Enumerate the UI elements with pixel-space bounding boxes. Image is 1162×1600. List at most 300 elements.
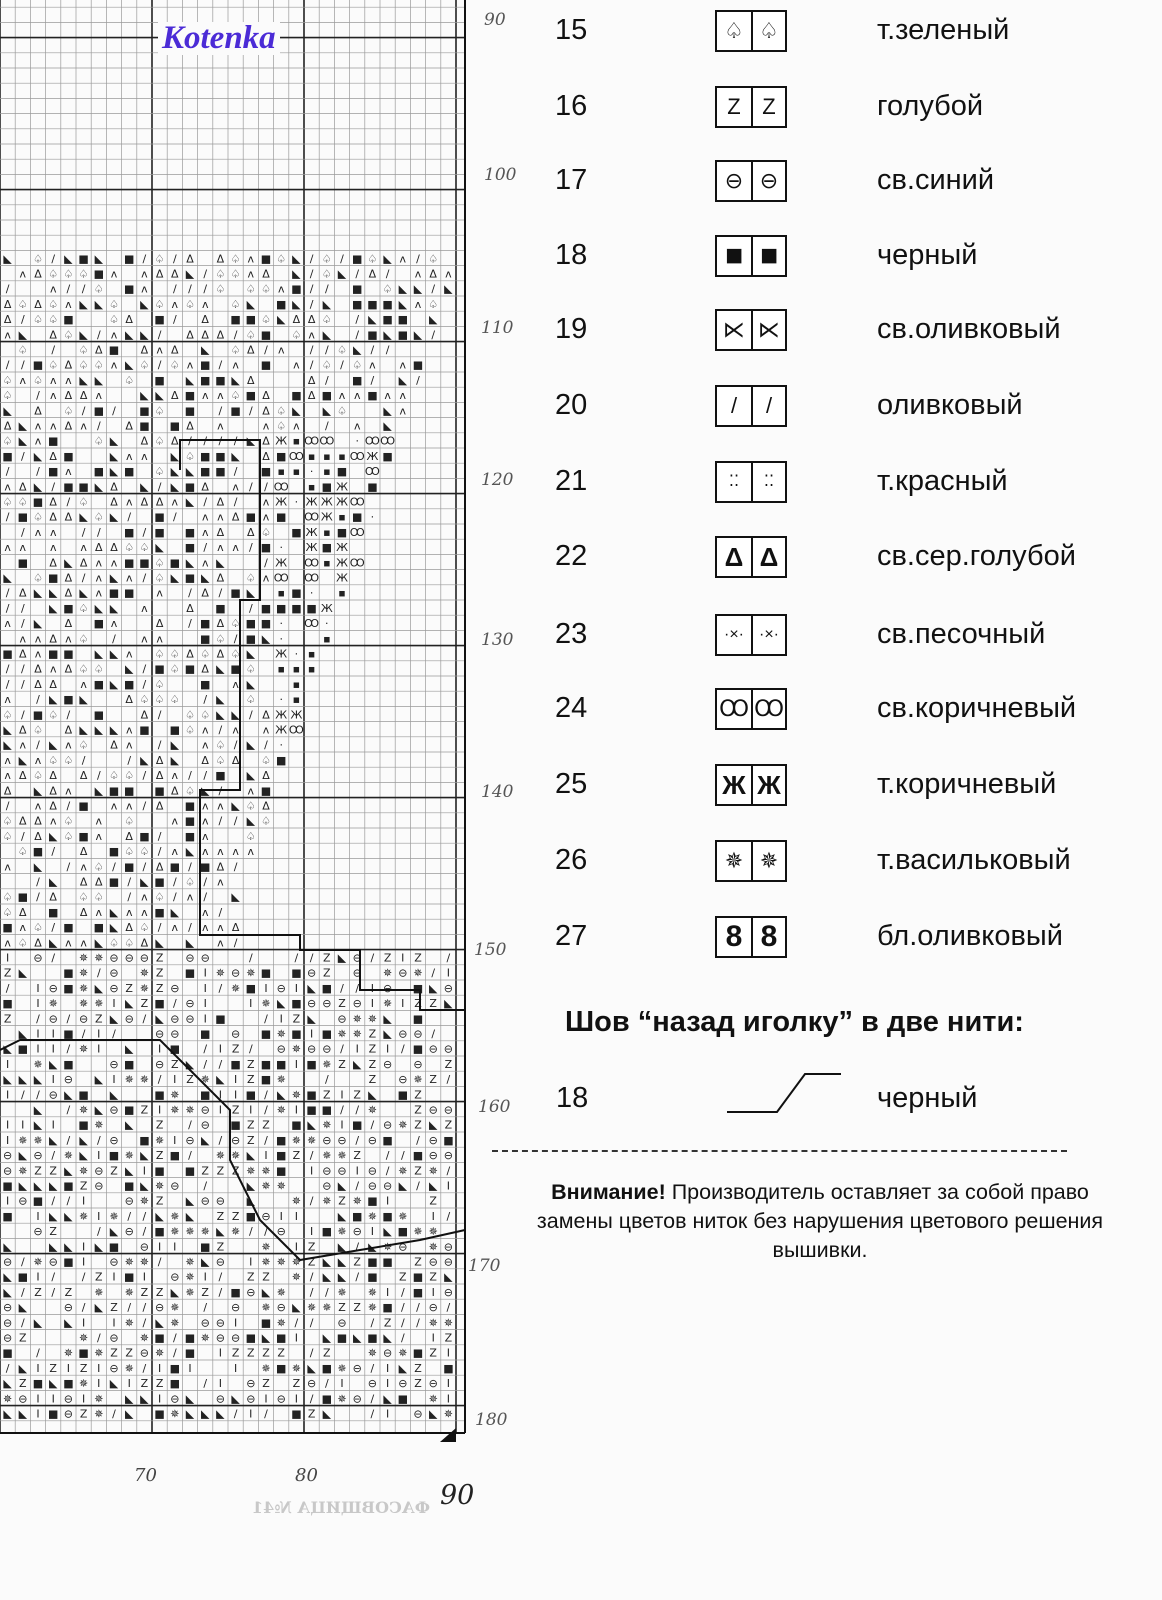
svg-text:I: I: [446, 1179, 451, 1193]
svg-text:Ꝏ: Ꝏ: [304, 571, 320, 585]
svg-text:◣: ◣: [383, 328, 392, 342]
svg-text:/: /: [142, 252, 147, 266]
svg-text:/: /: [218, 723, 223, 737]
svg-text:⊖: ⊖: [428, 1377, 438, 1391]
svg-text:I: I: [51, 1027, 55, 1041]
svg-text:Δ: Δ: [19, 480, 27, 494]
svg-text:Z: Z: [95, 1012, 103, 1026]
legend-symbol-icon: [715, 614, 787, 656]
row-number-label: 90: [484, 10, 506, 30]
svg-text:/: /: [203, 769, 208, 783]
svg-text:◣: ◣: [48, 1377, 58, 1391]
svg-text:◣: ◣: [18, 966, 28, 980]
svg-text:■: ■: [245, 313, 257, 327]
svg-text:◣: ◣: [368, 1088, 377, 1102]
svg-text:/: /: [112, 632, 116, 646]
svg-text:Δ: Δ: [262, 449, 270, 463]
svg-text:/: /: [400, 1042, 405, 1056]
svg-text:I: I: [5, 1194, 10, 1208]
svg-text:◣: ◣: [337, 1179, 347, 1193]
legend-symbol-icon: [715, 461, 787, 503]
svg-text:Δ: Δ: [64, 723, 73, 737]
svg-text:⊖: ⊖: [63, 1073, 74, 1087]
svg-text:■: ■: [154, 662, 165, 676]
svg-text:♤: ♤: [2, 890, 13, 904]
svg-text:■: ■: [199, 358, 211, 372]
svg-text:■: ■: [291, 525, 302, 539]
svg-text:■: ■: [93, 404, 105, 418]
svg-text:◣: ◣: [246, 769, 256, 783]
svg-text:⊖: ⊖: [428, 1103, 438, 1117]
svg-text:/: /: [81, 525, 86, 539]
svg-text:■: ■: [291, 1027, 302, 1041]
svg-text:Z: Z: [19, 1331, 27, 1345]
svg-text:⊖: ⊖: [398, 1377, 408, 1391]
svg-text:I: I: [309, 1164, 314, 1178]
svg-text:✵: ✵: [261, 1361, 271, 1375]
svg-text:/: /: [218, 404, 223, 418]
svg-text:■: ■: [154, 997, 165, 1011]
svg-text:■: ■: [123, 465, 135, 479]
svg-text:/: /: [233, 860, 238, 874]
svg-text:ᴧ: ᴧ: [19, 267, 27, 281]
svg-text:ᴧ: ᴧ: [262, 495, 270, 509]
legend-number: 23: [555, 618, 588, 650]
svg-text:·: ·: [325, 617, 329, 631]
svg-text:I: I: [203, 997, 207, 1011]
svg-text:Δ: Δ: [125, 829, 133, 843]
svg-text:◣: ◣: [33, 480, 43, 494]
svg-text:■: ■: [169, 1361, 181, 1375]
svg-text:■: ■: [351, 373, 363, 387]
svg-text:Ж: Ж: [336, 541, 348, 555]
svg-text:Δ: Δ: [49, 890, 57, 904]
svg-text:I: I: [264, 981, 268, 995]
svg-text:■: ■: [93, 267, 105, 281]
svg-text:✵: ✵: [322, 1194, 332, 1208]
symbol-cell: ⋉: [751, 311, 785, 349]
svg-text:Z: Z: [19, 1377, 27, 1391]
svg-text:⊖: ⊖: [337, 1012, 347, 1026]
svg-text:♤: ♤: [185, 449, 195, 463]
svg-text:Z: Z: [444, 1057, 453, 1071]
svg-text:◣: ◣: [322, 1331, 332, 1345]
svg-text:/: /: [96, 1225, 101, 1239]
svg-text:Δ: Δ: [34, 267, 42, 281]
svg-text:/: /: [218, 905, 223, 919]
svg-text:■: ■: [260, 601, 272, 615]
svg-text:◣: ◣: [33, 784, 43, 798]
svg-text:/: /: [188, 1149, 192, 1163]
svg-text:ᴧ: ᴧ: [353, 389, 361, 403]
svg-text:ᴧ: ᴧ: [125, 647, 133, 661]
svg-text:/: /: [309, 252, 314, 266]
svg-text:/: /: [142, 662, 147, 676]
svg-text:Ꝏ: Ꝏ: [364, 465, 380, 479]
svg-text:✵: ✵: [246, 1164, 256, 1178]
svg-text:■: ■: [351, 282, 363, 296]
svg-text:◣: ◣: [64, 1209, 73, 1223]
svg-text:I: I: [112, 1073, 116, 1087]
pattern-grid: [0, 0, 475, 1460]
svg-text:Z: Z: [155, 1377, 164, 1391]
svg-text:◣: ◣: [337, 951, 347, 965]
svg-text:■: ■: [47, 905, 59, 919]
svg-text:✵: ✵: [78, 1103, 89, 1117]
svg-text:▪: ▪: [292, 662, 301, 676]
svg-text:■: ■: [17, 510, 29, 524]
svg-text:♤: ♤: [215, 753, 226, 767]
svg-text:◣: ◣: [109, 1225, 119, 1239]
svg-text:■: ■: [275, 297, 287, 311]
svg-text:■: ■: [93, 921, 105, 935]
svg-text:■: ■: [245, 632, 257, 646]
svg-text:♤: ♤: [200, 708, 211, 722]
svg-text:■: ■: [412, 1270, 424, 1284]
svg-text:Δ: Δ: [262, 708, 270, 722]
svg-text:■: ■: [154, 1225, 165, 1239]
svg-text:■: ■: [412, 1149, 424, 1163]
svg-text:ᴧ: ᴧ: [414, 297, 422, 311]
svg-text:Δ: Δ: [64, 419, 73, 433]
svg-text:♤: ♤: [428, 252, 439, 266]
svg-text:■: ■: [306, 601, 317, 615]
legend-color-name: св.сер.голубой: [877, 540, 1076, 572]
svg-text:⊖: ⊖: [382, 1057, 393, 1071]
divider: [492, 1150, 1067, 1152]
svg-text:■: ■: [32, 495, 44, 509]
svg-text:◣: ◣: [124, 997, 134, 1011]
svg-text:⊖: ⊖: [230, 1331, 241, 1345]
svg-text:■: ■: [397, 313, 409, 327]
svg-text:/: /: [157, 328, 162, 342]
svg-text:Z: Z: [216, 1240, 225, 1254]
svg-text:I: I: [51, 1118, 55, 1132]
svg-text:■: ■: [63, 1255, 74, 1269]
svg-text:♤: ♤: [93, 890, 104, 904]
svg-text:I: I: [446, 966, 451, 980]
svg-text:⊖: ⊖: [276, 1225, 286, 1239]
svg-text:■: ■: [184, 799, 196, 813]
svg-text:/: /: [248, 708, 253, 722]
svg-text:◣: ◣: [33, 1316, 43, 1330]
svg-text:■: ■: [78, 1118, 89, 1132]
svg-text:I: I: [36, 1270, 40, 1284]
svg-text:■: ■: [245, 510, 257, 524]
svg-text:I: I: [36, 1042, 40, 1056]
svg-text:/: /: [20, 1285, 25, 1299]
svg-text:■: ■: [321, 1027, 333, 1041]
svg-text:◣: ◣: [33, 449, 43, 463]
svg-text:Z: Z: [247, 1270, 255, 1284]
svg-text:Δ: Δ: [262, 267, 270, 281]
svg-text:⊖: ⊖: [352, 1361, 362, 1375]
svg-text:■: ■: [32, 358, 44, 372]
svg-text:Δ: Δ: [3, 313, 12, 327]
svg-text:◣: ◣: [383, 1331, 392, 1345]
svg-text:◣: ◣: [261, 1331, 271, 1345]
legend-row: [555, 760, 1155, 810]
symbol-cell: ♤: [724, 18, 744, 43]
svg-text:◣: ◣: [231, 890, 240, 904]
svg-text:Z: Z: [292, 1012, 301, 1026]
svg-text:♤: ♤: [154, 693, 165, 707]
svg-text:/: /: [127, 1209, 132, 1223]
svg-text:I: I: [385, 1285, 390, 1299]
svg-text:✵: ✵: [322, 1118, 332, 1132]
svg-text:I: I: [431, 1285, 435, 1299]
svg-text:◣: ◣: [216, 708, 225, 722]
symbol-cell: ⁚⁚: [751, 463, 785, 501]
svg-text:▪: ▪: [307, 449, 316, 463]
svg-text:/: /: [203, 693, 208, 707]
svg-text:■: ■: [47, 1407, 59, 1421]
svg-text:■: ■: [215, 373, 226, 387]
svg-text:/: /: [66, 1133, 71, 1147]
svg-text:ᴧ: ᴧ: [217, 921, 224, 935]
svg-text:ᴧ: ᴧ: [19, 921, 27, 935]
svg-text:♤: ♤: [78, 601, 89, 615]
svg-text:Ꝏ: Ꝏ: [304, 434, 320, 448]
legend-symbol-icon: [715, 916, 787, 958]
svg-text:✵: ✵: [124, 1149, 134, 1163]
svg-text:♤: ♤: [367, 252, 378, 266]
svg-text:/: /: [248, 404, 253, 418]
svg-text:♤: ♤: [139, 845, 150, 859]
svg-text:/: /: [142, 677, 147, 691]
svg-text:■: ■: [47, 571, 59, 585]
svg-text:/: /: [416, 1301, 420, 1315]
svg-text:⊖: ⊖: [337, 1316, 347, 1330]
svg-text:♤: ♤: [93, 662, 104, 676]
svg-text:I: I: [279, 1012, 283, 1026]
svg-text:✵: ✵: [276, 1255, 286, 1269]
svg-text:ᴧ: ᴧ: [80, 419, 87, 433]
svg-text:Ж: Ж: [275, 495, 288, 509]
svg-text:♤: ♤: [17, 495, 28, 509]
svg-text:◣: ◣: [383, 252, 392, 266]
svg-text:/: /: [370, 1407, 375, 1421]
symbol-cell: Ꝏ: [719, 696, 749, 721]
svg-text:■: ■: [215, 601, 226, 615]
svg-text:/: /: [248, 1225, 253, 1239]
svg-text:✵: ✵: [215, 1149, 226, 1163]
svg-text:■: ■: [17, 556, 29, 570]
svg-text:■: ■: [291, 601, 302, 615]
svg-text:·: ·: [309, 465, 314, 479]
svg-text:■: ■: [63, 966, 74, 980]
svg-text:◣: ◣: [64, 556, 73, 570]
svg-text:◣: ◣: [18, 1179, 28, 1193]
svg-text:■: ■: [367, 1270, 378, 1284]
svg-text:ᴧ: ᴧ: [217, 389, 224, 403]
svg-text:ᴧ: ᴧ: [156, 343, 163, 357]
svg-text:♤: ♤: [63, 328, 74, 342]
svg-text:◣: ◣: [200, 784, 210, 798]
svg-text:/: /: [355, 1179, 360, 1193]
svg-text:Z: Z: [414, 1377, 422, 1391]
svg-text:◣: ◣: [383, 1392, 392, 1406]
svg-text:/: /: [233, 495, 238, 509]
svg-text:ᴧ: ᴧ: [34, 525, 42, 539]
svg-text:Z: Z: [216, 1209, 225, 1223]
svg-text:■: ■: [32, 708, 44, 722]
svg-text:/: /: [112, 404, 116, 418]
svg-text:Δ: Δ: [95, 875, 103, 889]
svg-text:⊖: ⊖: [261, 1209, 271, 1223]
svg-text:◣: ◣: [109, 571, 119, 585]
svg-text:✵: ✵: [139, 1255, 150, 1269]
svg-text:/: /: [127, 753, 132, 767]
svg-text:/: /: [416, 1133, 420, 1147]
watermark: Kotenka: [158, 22, 280, 55]
legend-number: 21: [555, 465, 588, 497]
svg-text:ᴧ: ᴧ: [171, 845, 179, 859]
svg-text:■: ■: [108, 845, 120, 859]
legend-row: [555, 532, 1155, 582]
svg-text:/: /: [446, 1164, 451, 1178]
svg-text:♤: ♤: [261, 313, 271, 327]
legend-row: [555, 156, 1155, 206]
symbol-cell: 8: [725, 920, 743, 953]
svg-text:⊖: ⊖: [428, 1133, 438, 1147]
svg-text:/: /: [203, 1377, 208, 1391]
svg-text:Δ: Δ: [262, 404, 270, 418]
svg-text:⊖: ⊖: [109, 1361, 119, 1375]
svg-text:■: ■: [367, 389, 378, 403]
svg-text:♤: ♤: [124, 541, 135, 555]
svg-text:Ж: Ж: [336, 571, 348, 585]
svg-text:Δ: Δ: [79, 389, 88, 403]
svg-text:◣: ◣: [200, 571, 210, 585]
svg-text:◣: ◣: [337, 267, 347, 281]
legend-color-name: черный: [877, 239, 978, 271]
svg-text:✵: ✵: [185, 1285, 195, 1299]
svg-text:Δ: Δ: [49, 556, 57, 570]
svg-text:♤: ♤: [230, 647, 241, 661]
svg-text:⊖: ⊖: [443, 1285, 454, 1299]
svg-text:■: ■: [154, 313, 165, 327]
svg-text:■: ■: [351, 510, 363, 524]
svg-text:◣: ◣: [3, 723, 12, 737]
svg-text:⊖: ⊖: [382, 1118, 393, 1132]
svg-text:ᴧ: ᴧ: [4, 617, 11, 631]
svg-text:⊖: ⊖: [109, 1255, 119, 1269]
svg-text:◣: ◣: [322, 1270, 332, 1284]
svg-text:♤: ♤: [337, 343, 347, 357]
svg-text:♤: ♤: [2, 814, 13, 828]
svg-text:I: I: [401, 951, 405, 965]
svg-text:◣: ◣: [94, 1103, 104, 1117]
svg-text:Z: Z: [414, 1361, 422, 1375]
svg-text:I: I: [340, 1118, 344, 1132]
svg-text:Δ: Δ: [155, 617, 164, 631]
svg-text:/: /: [416, 252, 420, 266]
svg-text:/: /: [20, 525, 25, 539]
svg-text:/: /: [112, 1027, 116, 1041]
svg-text:ᴧ: ᴧ: [65, 465, 72, 479]
svg-text:◣: ◣: [124, 1407, 134, 1421]
svg-text:Z: Z: [429, 1346, 437, 1360]
svg-text:ᴧ: ᴧ: [171, 814, 179, 828]
svg-text:Z: Z: [262, 1270, 270, 1284]
svg-text:ᴧ: ᴧ: [95, 814, 103, 828]
svg-text:■: ■: [78, 1088, 89, 1102]
svg-text:ᴧ: ᴧ: [293, 419, 300, 433]
svg-text:◣: ◣: [398, 297, 408, 311]
svg-text:Δ: Δ: [19, 769, 27, 783]
svg-text:I: I: [5, 1057, 10, 1071]
svg-text:◣: ◣: [170, 571, 180, 585]
svg-text:/: /: [264, 1225, 268, 1239]
svg-text:/: /: [309, 343, 314, 357]
svg-text:/: /: [446, 1209, 451, 1223]
svg-text:◣: ◣: [79, 1149, 88, 1163]
svg-text:✵: ✵: [276, 1179, 286, 1193]
svg-text:■: ■: [275, 1331, 287, 1345]
svg-text:Z: Z: [368, 1073, 377, 1087]
svg-text:Δ: Δ: [19, 723, 27, 737]
row-number-label: 140: [481, 782, 514, 802]
svg-text:I: I: [218, 1346, 223, 1360]
svg-text:■: ■: [321, 1361, 333, 1375]
svg-text:◣: ◣: [64, 1088, 73, 1102]
svg-text:■: ■: [230, 662, 241, 676]
svg-text:✵: ✵: [139, 981, 150, 995]
svg-text:◣: ◣: [33, 586, 43, 600]
svg-text:Z: Z: [262, 1346, 270, 1360]
svg-text:✵: ✵: [276, 1073, 286, 1087]
svg-text:■: ■: [230, 404, 241, 418]
svg-text:■: ■: [367, 297, 378, 311]
svg-text:◣: ◣: [246, 1149, 256, 1163]
svg-text:/: /: [96, 966, 101, 980]
svg-text:⊖: ⊖: [18, 1194, 28, 1208]
svg-text:Z: Z: [429, 1194, 437, 1208]
svg-text:■: ■: [63, 601, 74, 615]
svg-text:/: /: [188, 1118, 192, 1132]
svg-text:✵: ✵: [200, 1073, 210, 1087]
legend-row: [555, 836, 1155, 886]
svg-text:I: I: [81, 1255, 86, 1269]
svg-text:Z: Z: [155, 1118, 164, 1132]
svg-text:■: ■: [215, 449, 226, 463]
svg-text:♤: ♤: [139, 541, 150, 555]
svg-text:◣: ◣: [124, 1392, 134, 1406]
svg-text:■: ■: [275, 510, 287, 524]
svg-text:✵: ✵: [33, 1057, 43, 1071]
svg-text:■: ■: [260, 252, 272, 266]
svg-text:/: /: [309, 1316, 314, 1330]
svg-text:·: ·: [294, 495, 299, 509]
svg-text:/: /: [20, 617, 25, 631]
svg-text:ᴧ: ᴧ: [80, 541, 87, 555]
svg-text:Z: Z: [79, 1407, 88, 1421]
svg-text:/: /: [309, 282, 314, 296]
svg-text:I: I: [142, 1164, 147, 1178]
svg-text:■: ■: [230, 1285, 241, 1299]
svg-text:/: /: [355, 267, 360, 281]
svg-text:/: /: [5, 662, 10, 676]
svg-text:◣: ◣: [3, 1407, 12, 1421]
svg-text:⊖: ⊖: [2, 1255, 13, 1269]
symbol-cell: ✵: [751, 842, 785, 880]
svg-text:Δ: Δ: [95, 343, 103, 357]
svg-text:♤: ♤: [215, 738, 226, 752]
svg-text:Δ: Δ: [49, 677, 57, 691]
svg-text:Z: Z: [34, 1285, 42, 1299]
svg-text:⊖: ⊖: [367, 1133, 378, 1147]
